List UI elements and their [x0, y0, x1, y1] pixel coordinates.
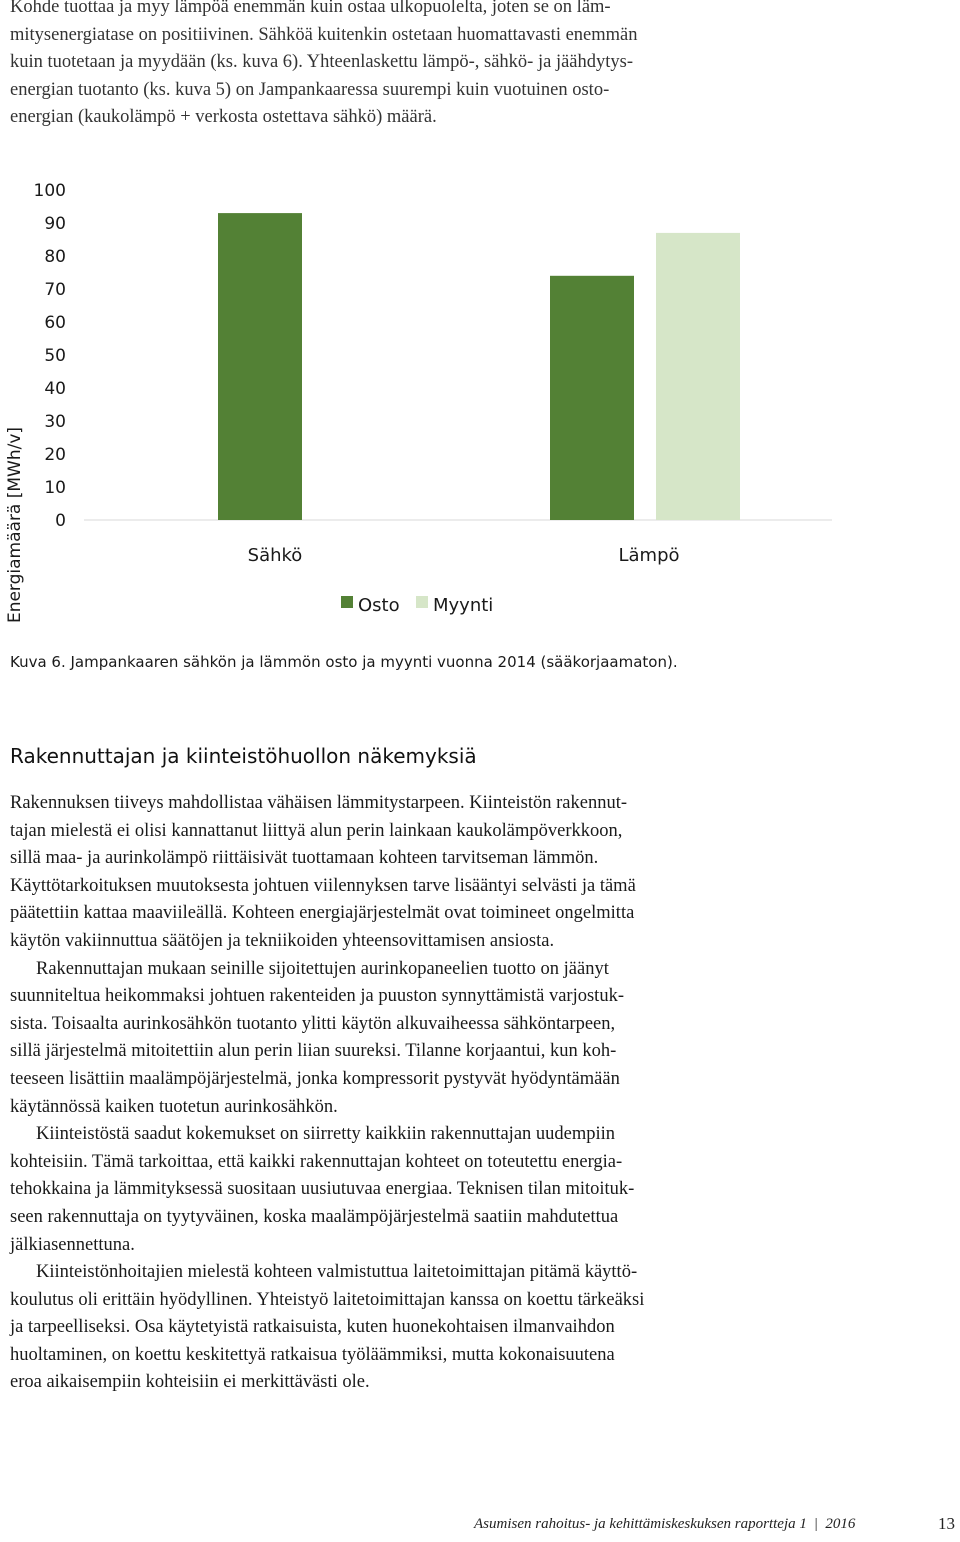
body-line: tehokkaina ja lämmityksessä suositaan uusiutuvaa energiaa. Teknisen tilan mitoituk- — [10, 1179, 635, 1200]
body-line: kohteisiin. Tämä tarkoittaa, että kaikki rakennuttajan kohteet on toteutettu energia- — [10, 1151, 623, 1172]
y-tick-label: 70 — [44, 280, 66, 300]
body-line: Käyttötarkoituksen muutoksesta johtuen viilennyksen tarve lisääntyi selvästi ja tämä — [10, 875, 636, 896]
body-line: teeseen lisättiin maalämpöjärjestelmä, jonka kompressorit pystyvät hyödyntämään — [10, 1068, 620, 1089]
body-line: tajan mielestä ei olisi kannattanut liittyä alun perin lainkaan kaukolämpöverkkoon, — [10, 820, 623, 841]
y-axis-label: Energiamäärä [MWh/v] — [5, 426, 25, 624]
bars-group — [218, 213, 740, 520]
y-tick-label: 50 — [44, 346, 66, 366]
page-footer — [474, 1516, 855, 1533]
y-tick-label: 90 — [44, 214, 66, 234]
y-tick-label: 80 — [44, 247, 66, 267]
body-line: koulutus oli erittäin hyödyllinen. Yhteistyö laitetoimittajan kanssa on koettu tärkeäksi — [10, 1289, 645, 1310]
y-tick-label: 60 — [44, 313, 66, 333]
y-tick-label: 10 — [44, 478, 66, 498]
body-line: sista. Toisaalta aurinkosähkön tuotanto ylitti käytön alkuvaiheessa sähköntarpeen, — [10, 1013, 616, 1034]
body-line: käytännössä kaiken tuotetun aurinkosähkön. — [10, 1096, 338, 1117]
body-line: sillä järjestelmä mitoitettiin alun perin liian suureksi. Tilanne korjaantui, kun koh- — [10, 1041, 617, 1062]
body-line: Kiinteistöstä saadut kokemukset on siirretty kaikkiin rakennuttajan uudempiin — [36, 1124, 616, 1145]
x-tick-label: Sähkö — [247, 545, 303, 566]
body-line: Rakennuksen tiiveys mahdollistaa vähäisen lämmitystarpeen. Kiinteistön rakennut- — [10, 793, 628, 813]
y-tick-label: 100 — [33, 181, 66, 201]
body-line: huoltaminen, on koettu keskitettyä ratkaisua työläämmiksi, mutta kokonaisuutena — [10, 1344, 615, 1365]
intro-paragraph — [10, 0, 790, 132]
body-line: Rakennuttajan mukaan seinille sijoitettujen aurinkopaneelien tuotto on jäänyt — [36, 958, 609, 979]
x-tick-label: Lämpö — [618, 545, 680, 566]
intro-line: energian tuotanto (ks. kuva 5) on Jampankaaressa suurempi kuin vuotuinen osto- — [10, 79, 610, 100]
energy-bar-chart — [0, 170, 960, 640]
x-axis-ticks — [248, 545, 680, 566]
y-tick-label: 30 — [44, 412, 66, 432]
intro-line: kuin tuotetaan ja myydään (ks. kuva 6). Yhteenlaskettu lämpö-, sähkö- ja jäähdytys- — [10, 52, 634, 73]
bar-osto-0 — [218, 213, 302, 520]
legend-label-osto: Osto — [358, 595, 400, 616]
page-number: 13 — [938, 1514, 955, 1533]
intro-line: energian (kaukolämpö + verkosta ostettava sähkö) määrä. — [10, 107, 437, 128]
section-heading: Rakennuttajan ja kiinteistöhuollon näkemyksiä — [10, 744, 477, 768]
body-line: eroa aikaisempiin kohteisiin ei merkittävästi ole. — [10, 1372, 370, 1393]
footer-publication: Asumisen rahoitus- ja kehittämiskeskuksen raportteja 1 — [474, 1516, 807, 1532]
intro-line: mitysenergiatase on positiivinen. Sähköä kuitenkin ostetaan huomattavasti enemmän — [10, 24, 638, 45]
bar-myynti-1 — [656, 233, 740, 520]
body-line: ja tarpeelliseksi. Osa käytetyistä ratkaisuista, kuten huonekohtaisen ilmanvaihdon — [10, 1317, 615, 1338]
body-line: seen rakennuttaja on tyytyväinen, koska maalämpöjärjestelmä saatiin mahdutettua — [10, 1206, 619, 1227]
bar-osto-1 — [550, 276, 634, 520]
legend-label-myynti: Myynti — [433, 595, 494, 616]
body-text — [10, 790, 790, 1397]
y-tick-label: 40 — [44, 379, 66, 399]
body-line: suunniteltua heikommaksi johtuen rakenteiden ja puuston synnyttämistä varjostuk- — [10, 986, 624, 1007]
figure-caption: Kuva 6. Jampankaaren sähkön ja lämmön osto ja myynti vuonna 2014 (sääkorjaamaton). — [10, 653, 678, 671]
body-line: Kiinteistönhoitajien mielestä kohteen valmistuttua laitetoimittajan pitämä käyttö- — [36, 1262, 638, 1283]
footer-separator: | — [814, 1516, 818, 1532]
legend-swatch-myynti — [416, 596, 428, 608]
body-line: sillä maa- ja aurinkolämpö riittäisivät tuottamaan kohteen tarvitseman lämmön. — [10, 848, 599, 869]
intro-line: Kohde tuottaa ja myy lämpöä enemmän kuin ostaa ulkopuolelta, joten se on läm- — [10, 0, 611, 17]
y-tick-label: 0 — [55, 511, 66, 531]
body-line: jälkiasennettuna. — [10, 1234, 135, 1255]
y-tick-label: 20 — [44, 445, 66, 465]
chart-legend — [341, 595, 493, 616]
body-line: päätettiin kattaa maaviileällä. Kohteen energiajärjestelmät ovat toimineet ongelmitta — [10, 903, 635, 924]
body-line: käytön vakiinnuttua säätöjen ja tekniikoiden yhteensovittamisen ansiosta. — [10, 930, 555, 951]
legend-swatch-osto — [341, 596, 353, 608]
y-axis-ticks — [34, 181, 66, 531]
footer-year: 2016 — [825, 1516, 856, 1532]
